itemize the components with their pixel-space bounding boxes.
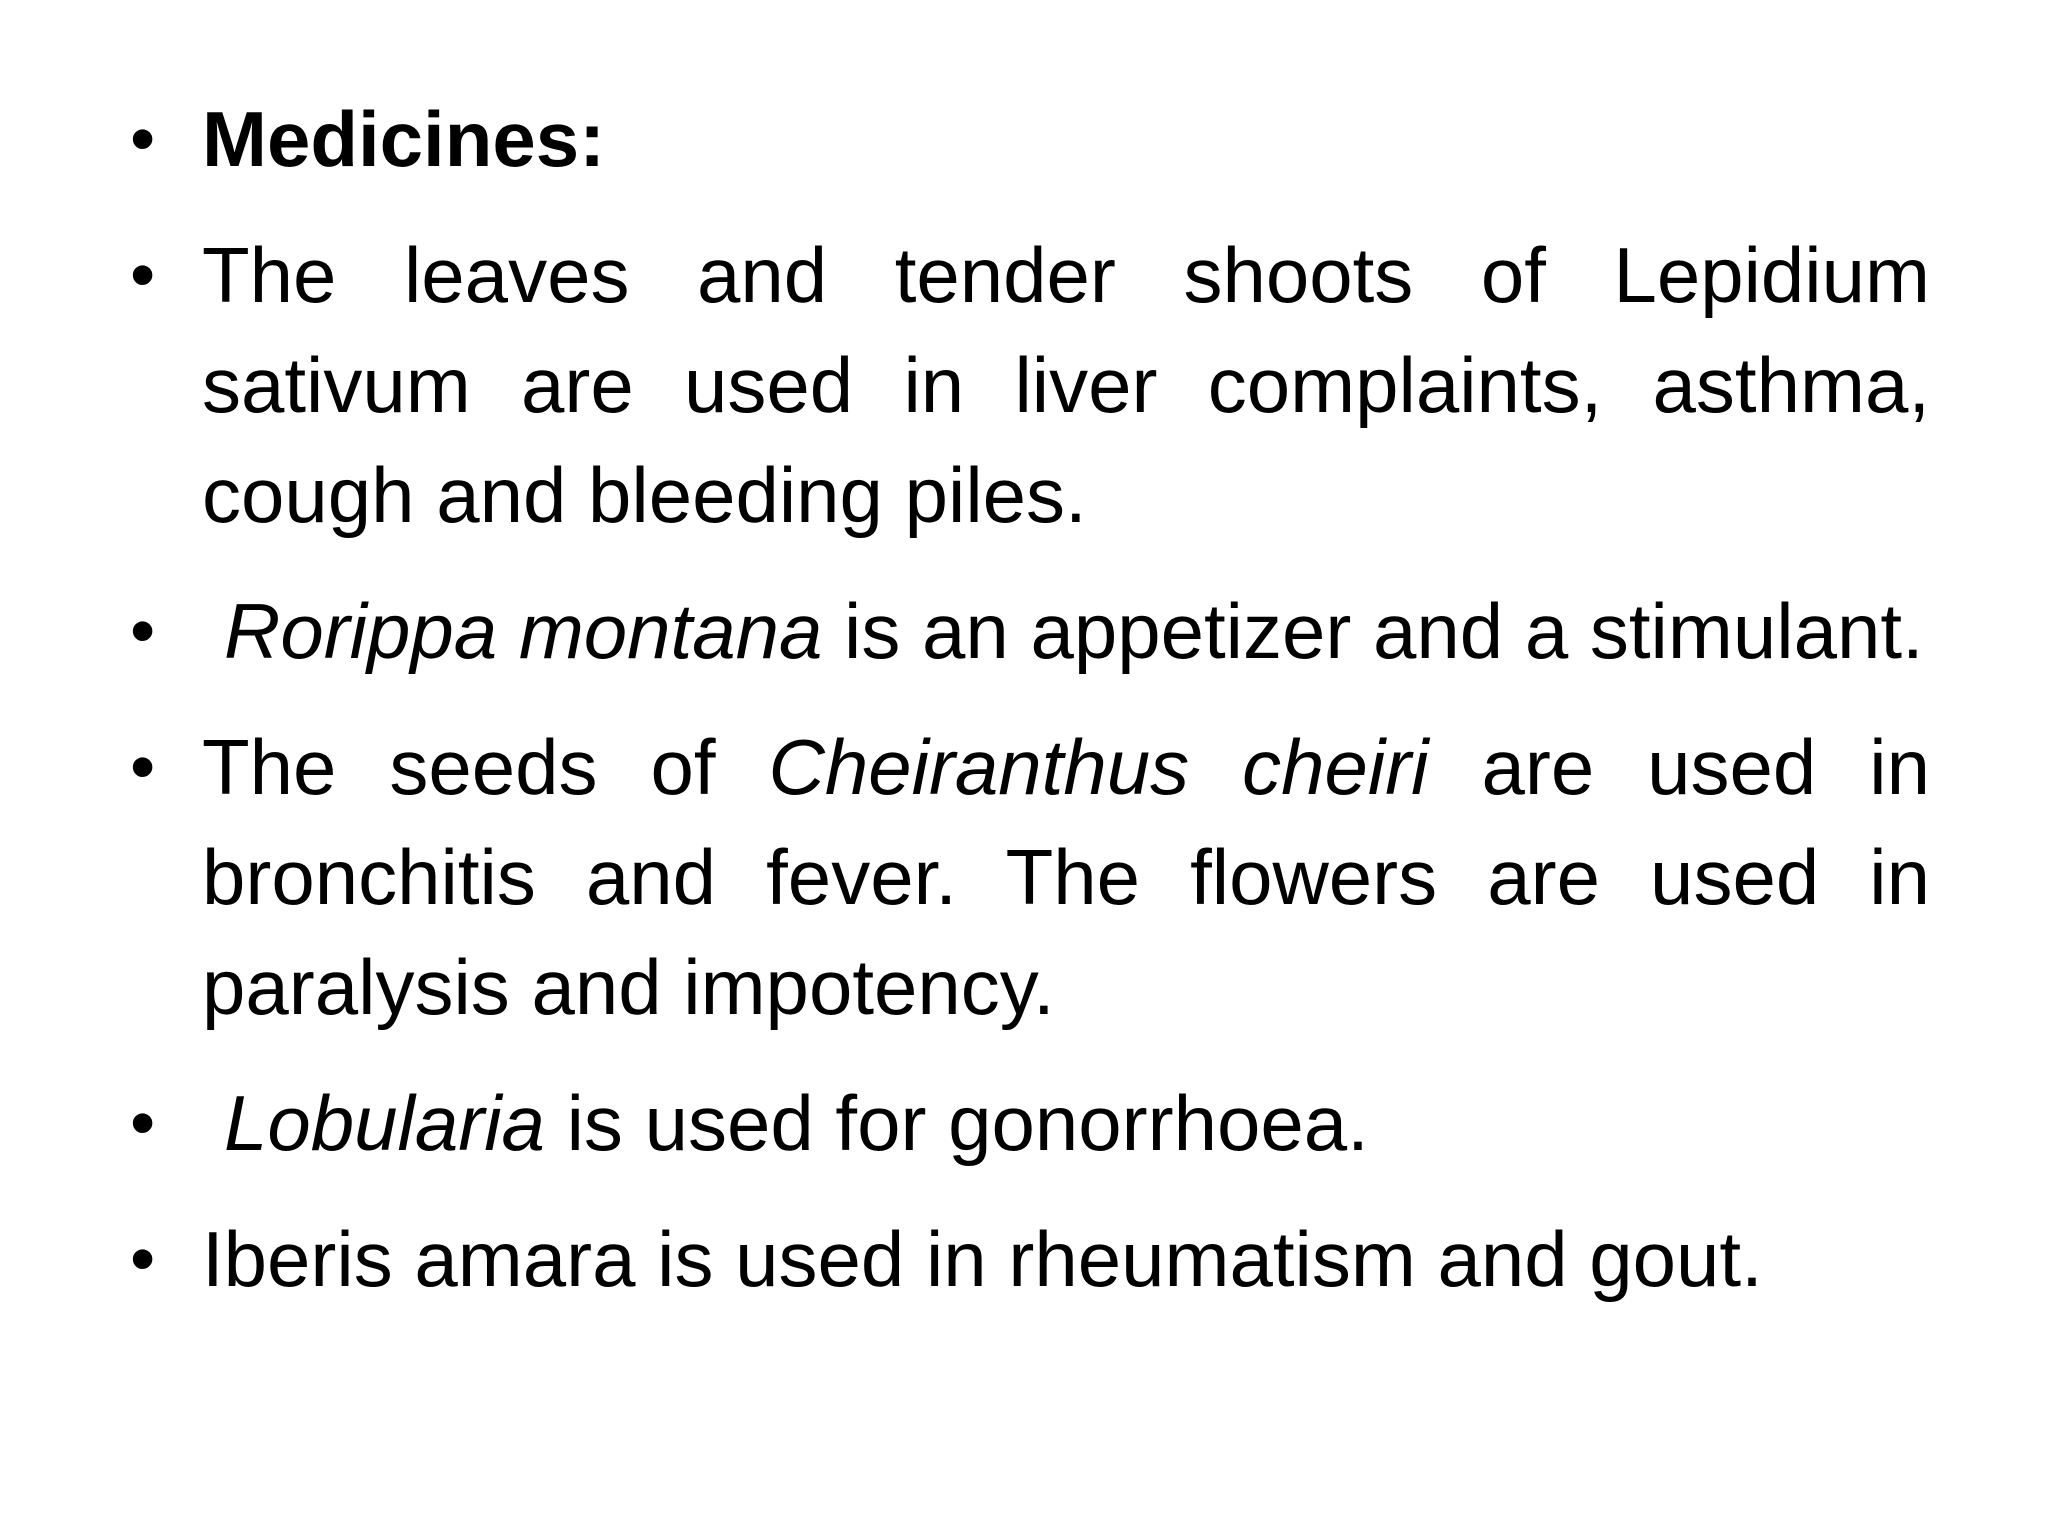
species-name: Rorippa montana bbox=[224, 587, 823, 675]
bullet-dot-icon: • bbox=[130, 591, 156, 671]
bullet-lepidium bbox=[130, 220, 1930, 550]
bullet-text: Iberis amara is used in rheumatism and gout. bbox=[202, 1215, 1763, 1303]
bullet-text: is used for gonorrhoea. bbox=[544, 1079, 1369, 1167]
bullet-list bbox=[130, 84, 1930, 1340]
bullet-text: is an appetizer and a stimulant. bbox=[822, 587, 1924, 675]
bullet-rorippa bbox=[130, 576, 1930, 686]
bullet-medicines-heading bbox=[130, 84, 1930, 194]
bullet-text: are used in bronchitis and fever. The flowers are used in paralysis and impotency. bbox=[202, 723, 1930, 1031]
bullet-dot-icon: • bbox=[130, 1219, 156, 1299]
bullet-cheiranthus bbox=[130, 712, 1930, 1042]
bullet-dot-icon: • bbox=[130, 235, 156, 315]
heading-text: Medicines: bbox=[202, 95, 606, 183]
species-name: Lobularia bbox=[224, 1079, 545, 1167]
bullet-dot-icon: • bbox=[130, 1083, 156, 1163]
bullet-iberis bbox=[130, 1204, 1930, 1314]
bullet-text: The seeds of bbox=[202, 723, 769, 811]
species-name: Cheiranthus cheiri bbox=[768, 723, 1429, 811]
bullet-text: The leaves and tender shoots of Lepidium sativum are used in liver complaints, asthma, cough and bleeding piles. bbox=[202, 231, 1930, 539]
bullet-dot-icon: • bbox=[130, 727, 156, 807]
bullet-dot-icon: • bbox=[130, 99, 156, 179]
bullet-lobularia bbox=[130, 1068, 1930, 1178]
